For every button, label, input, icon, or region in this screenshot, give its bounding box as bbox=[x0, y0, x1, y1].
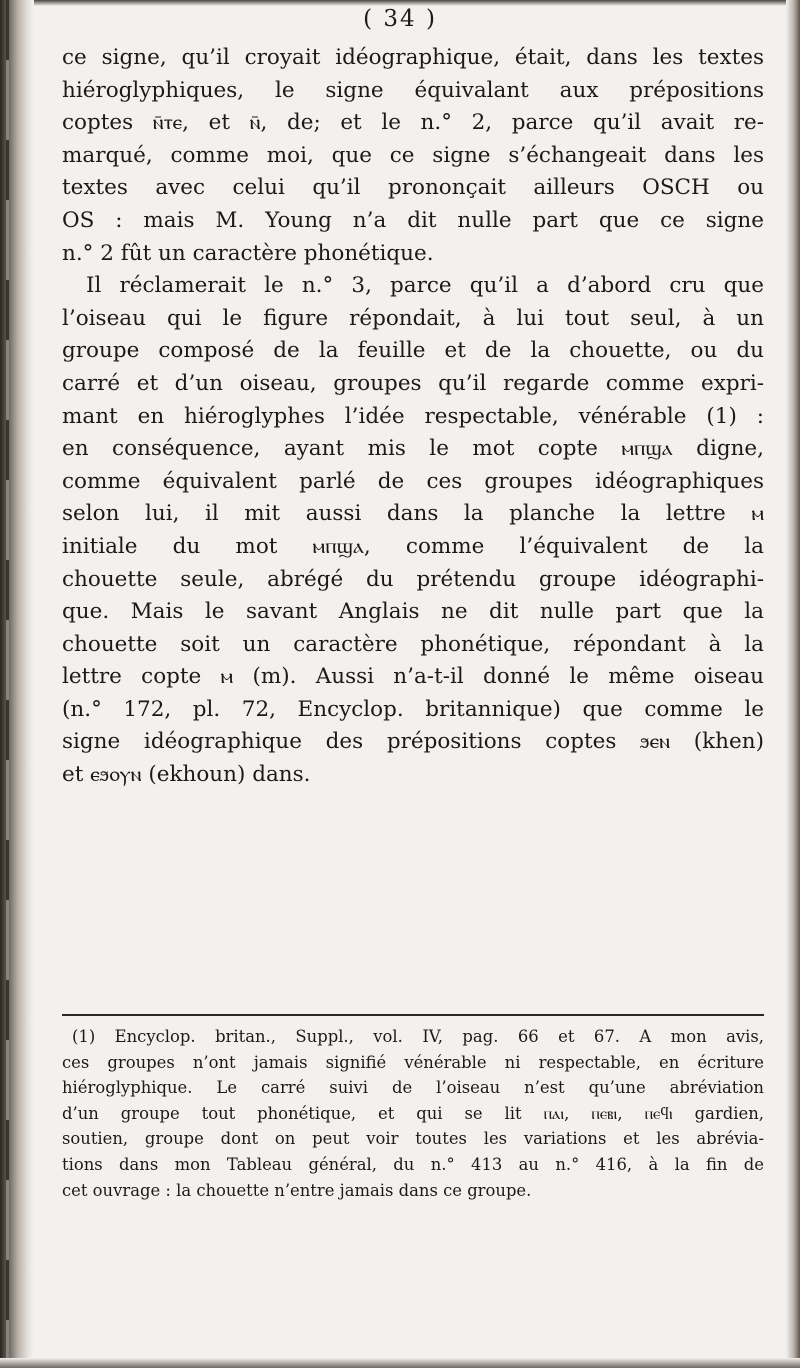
body-line: ce signe, qu’il croyait idéographique, était, dans les textes bbox=[62, 45, 764, 70]
body-text bbox=[62, 42, 764, 792]
body-line: Il réclamerait le n.° 3, parce qu’il a d’abord cru que bbox=[86, 273, 764, 299]
body-line: signe idéographique des prépositions coptes ϧⲉⲛ (khen) bbox=[62, 729, 764, 755]
footnote-line: soutien, groupe dont on peut voir toutes les variations et les abrévia- bbox=[62, 1129, 764, 1149]
body-line: textes avec celui qu’il prononçait ailleurs OSCH ou bbox=[62, 175, 764, 201]
body-line: que. Mais le savant Anglais ne dit nulle part que la bbox=[62, 599, 764, 625]
body-line: en conséquence, ayant mis le mot copte ⲙⲡϣⲁ digne, bbox=[62, 436, 764, 462]
body-line: n.° 2 fût un caractère phonétique. bbox=[62, 240, 434, 266]
body-line: (n.° 172, pl. 72, Encyclop. britannique) que comme le bbox=[62, 696, 764, 722]
body-line: chouette seule, abrégé du prétendu groupe idéographi- bbox=[62, 566, 764, 592]
body-line: chouette soit un caractère phonétique, répondant à la bbox=[62, 631, 764, 657]
body-line: lettre copte ⲙ (m). Aussi n’a-t-il donné le même oiseau bbox=[62, 664, 764, 690]
body-line: comme équivalent parlé de ces groupes idéographiques bbox=[62, 468, 764, 494]
page-right-edge bbox=[786, 0, 800, 1368]
body-line: et ⲉϧⲟⲩⲛ (ekhoun) dans. bbox=[62, 762, 311, 788]
body-line: initiale du mot ⲙⲡϣⲁ, comme l’équivalent de la bbox=[62, 533, 764, 559]
body-line: coptes ⲛ̄ⲧⲉ, et ⲛ̄, de; et le n.° 2, parce qu’il avait re- bbox=[62, 110, 764, 136]
body-line: hiéroglyphiques, le signe équivalant aux prépositions bbox=[62, 77, 764, 103]
body-line: OS : mais M. Young n’a dit nulle part que ce signe bbox=[62, 207, 764, 233]
footnote-line: tions dans mon Tableau général, du n.° 413 au n.° 416, à la fin de bbox=[62, 1154, 764, 1174]
footnote-line: (1) Encyclop. britan., Suppl., vol. IV, pag. 66 et 67. A mon avis, bbox=[72, 1027, 764, 1046]
book-binding-edge bbox=[0, 0, 34, 1368]
footnote-line: ces groupes n’ont jamais signifié vénérable ni respectable, en écriture bbox=[62, 1052, 764, 1072]
body-line: mant en hiéroglyphes l’idée respectable, vénérable (1) : bbox=[62, 403, 764, 429]
body-line: selon lui, il mit aussi dans la planche la lettre ⲙ bbox=[62, 501, 764, 527]
footnote-line: hiéroglyphique. Le carré suivi de l’oiseau n’est qu’une abréviation bbox=[62, 1078, 764, 1098]
body-line: l’oiseau qui le figure répondait, à lui tout seul, à un bbox=[62, 305, 764, 331]
body-line: groupe composé de la feuille et de la chouette, ou du bbox=[62, 338, 764, 364]
footnote bbox=[62, 1024, 764, 1203]
body-line: marqué, comme moi, que ce signe s’échangeait dans les bbox=[62, 142, 764, 168]
page-bottom-edge bbox=[0, 1358, 800, 1368]
footnote-separator bbox=[62, 1014, 764, 1016]
page-number: ( 34 ) bbox=[363, 6, 437, 32]
footnote-line: d’un groupe tout phonétique, et qui se lit ⲡⲁⲓ, ⲡⲉⲃⲓ, ⲡⲉϥⲓ gardien, bbox=[62, 1103, 764, 1123]
body-line: carré et d’un oiseau, groupes qu’il regarde comme expri- bbox=[62, 370, 764, 396]
footnote-line: cet ouvrage : la chouette n’entre jamais dans ce groupe. bbox=[62, 1180, 532, 1200]
